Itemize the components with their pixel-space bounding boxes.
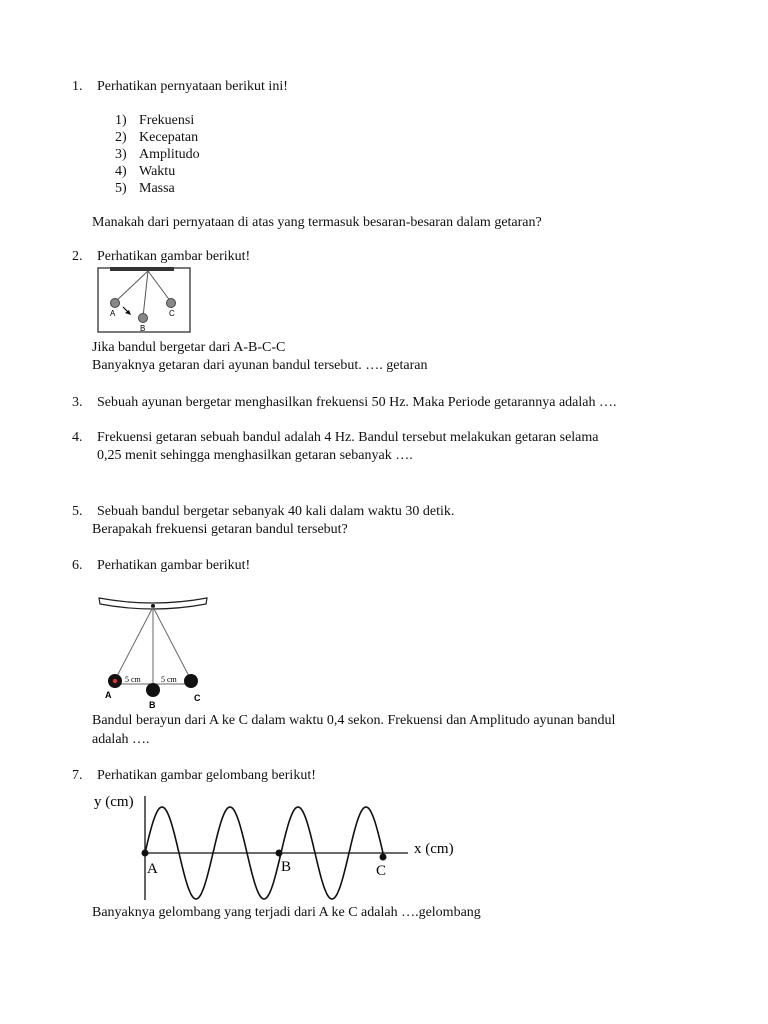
label-c: C bbox=[194, 693, 201, 703]
q1-item-number: 2) bbox=[115, 130, 127, 145]
q5-number: 5. bbox=[72, 504, 83, 519]
q1-number: 1. bbox=[72, 79, 83, 94]
label-b: B bbox=[281, 859, 292, 875]
q2-number: 2. bbox=[72, 249, 83, 264]
label-b: B bbox=[140, 324, 146, 333]
q2-text: Perhatikan gambar berikut! bbox=[97, 249, 251, 264]
x-axis-label: x (cm) bbox=[414, 841, 454, 857]
string-c bbox=[153, 607, 191, 680]
q2-line2: Banyaknya getaran dari ayunan bandul tersebut. …. getaran bbox=[92, 358, 428, 373]
label-b: B bbox=[149, 700, 156, 710]
q1-item-number: 1) bbox=[115, 113, 127, 128]
bob-b bbox=[146, 683, 160, 697]
q1-item-label: Massa bbox=[139, 181, 175, 196]
point-b bbox=[276, 850, 283, 857]
wave-figure bbox=[92, 790, 472, 902]
y-axis-label: y (cm) bbox=[94, 794, 134, 810]
bob-c bbox=[167, 299, 176, 308]
distance-right-label: 5 cm bbox=[161, 675, 177, 684]
string-a bbox=[115, 271, 148, 302]
q2-line1: Jika bandul bergetar dari A-B-C-C bbox=[92, 340, 286, 355]
pendulum-figure-small bbox=[96, 264, 192, 334]
q1-item-label: Kecepatan bbox=[139, 130, 199, 145]
q1-item-label: Frekuensi bbox=[139, 113, 195, 128]
q7-line1: Banyaknya gelombang yang terjadi dari A ke C adalah ….gelombang bbox=[92, 905, 481, 920]
label-a: A bbox=[147, 861, 158, 877]
q4-line2: 0,25 menit sehingga menghasilkan getaran sebanyak …. bbox=[97, 448, 413, 463]
q1-item-number: 3) bbox=[115, 147, 127, 162]
q6-line2: adalah …. bbox=[92, 732, 150, 747]
point-a bbox=[142, 850, 149, 857]
q4-text: Frekuensi getaran sebuah bandul adalah 4 Hz. Bandul tersebut melakukan getaran selama bbox=[97, 430, 599, 445]
point-c bbox=[380, 854, 387, 861]
bob-a bbox=[111, 299, 120, 308]
q5-line2: Berapakah frekuensi getaran bandul tersebut? bbox=[92, 522, 348, 537]
q1-item-label: Amplitudo bbox=[139, 147, 200, 162]
q1-item-number: 5) bbox=[115, 181, 127, 196]
bob-c bbox=[184, 674, 198, 688]
q5-text: Sebuah bandul bergetar sebanyak 40 kali dalam waktu 30 detik. bbox=[97, 504, 455, 519]
q1-followup: Manakah dari pernyataan di atas yang termasuk besaran-besaran dalam getaran? bbox=[92, 215, 542, 230]
label-c: C bbox=[169, 309, 175, 318]
q3-text: Sebuah ayunan bergetar menghasilkan frekuensi 50 Hz. Maka Periode getarannya adalah …. bbox=[97, 395, 617, 410]
distance-left-label: 5 cm bbox=[125, 675, 141, 684]
arrow-head-icon bbox=[125, 310, 131, 315]
label-a: A bbox=[110, 309, 116, 318]
string-b bbox=[143, 271, 148, 317]
q1-item-label: Waktu bbox=[139, 164, 176, 179]
q3-number: 3. bbox=[72, 395, 83, 410]
string-a bbox=[115, 607, 153, 680]
pendulum-figure-large bbox=[96, 592, 212, 708]
q6-number: 6. bbox=[72, 558, 83, 573]
q7-text: Perhatikan gambar gelombang berikut! bbox=[97, 768, 316, 783]
label-c: C bbox=[376, 863, 387, 879]
q6-text: Perhatikan gambar berikut! bbox=[97, 558, 251, 573]
pendulum-support-bar bbox=[110, 267, 174, 271]
bob-a-highlight bbox=[113, 679, 117, 683]
q4-number: 4. bbox=[72, 430, 83, 445]
label-a: A bbox=[105, 690, 112, 700]
bob-b bbox=[139, 314, 148, 323]
q1-text: Perhatikan pernyataan berikut ini! bbox=[97, 79, 288, 94]
q6-line1: Bandul berayun dari A ke C dalam waktu 0,4 sekon. Frekuensi dan Amplitudo ayunan bandul bbox=[92, 713, 616, 728]
q7-number: 7. bbox=[72, 768, 83, 783]
string-c bbox=[148, 271, 171, 302]
q1-item-number: 4) bbox=[115, 164, 127, 179]
